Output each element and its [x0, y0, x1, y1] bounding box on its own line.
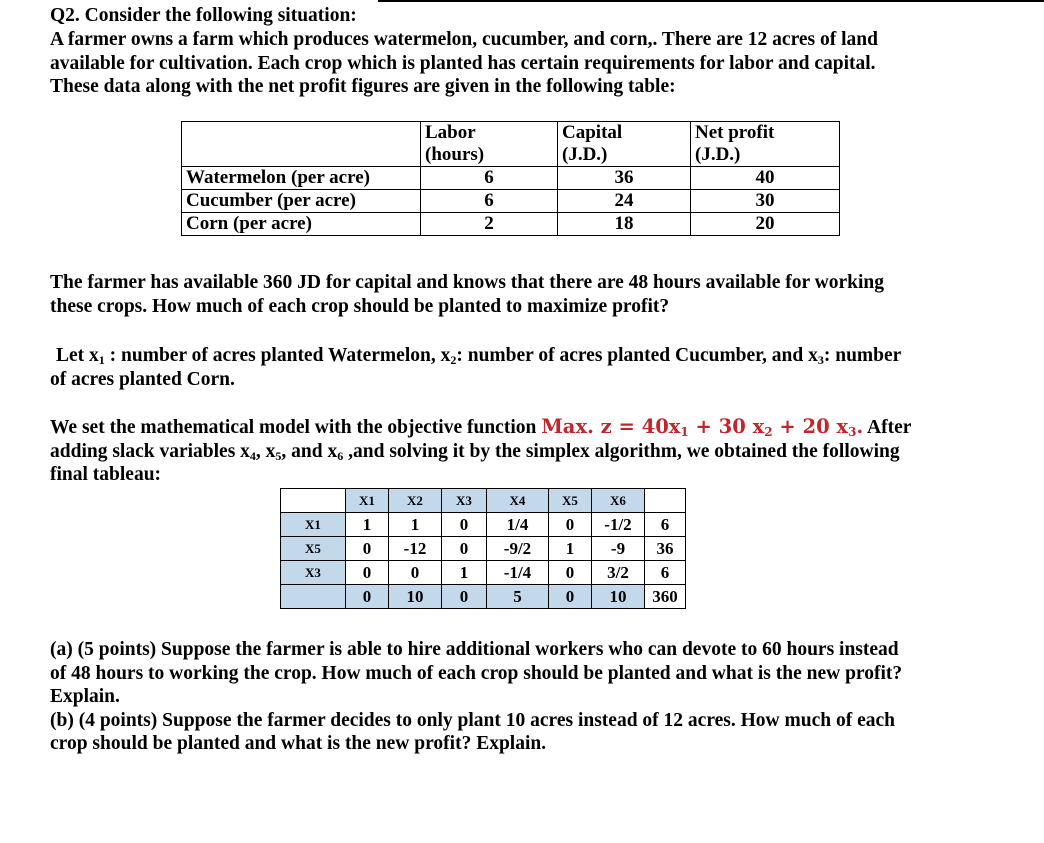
tableau-header-row	[281, 489, 686, 513]
objective-cell: 10	[389, 585, 442, 609]
tableau-col-header: X1	[346, 489, 389, 513]
table-header-row	[182, 122, 840, 167]
tableau-cell: 0	[442, 513, 487, 537]
tableau-row	[281, 513, 686, 537]
tableau-cell: 0	[549, 561, 592, 585]
tableau-cell: 1	[346, 513, 389, 537]
intro-line: A farmer owns a farm which produces watermelon, cucumber, and corn,. There are 12 acres of land	[50, 29, 878, 50]
part-b-line: crop should be planted and what is the new profit? Explain.	[50, 733, 547, 754]
variable-definition-cont: of acres planted Corn.	[50, 369, 235, 390]
tableau-cell: 0	[442, 537, 487, 561]
labor-value: 6	[421, 190, 558, 213]
tableau-cell: 1	[549, 537, 592, 561]
questions-paragraph	[50, 638, 902, 756]
tableau-cell: -9	[592, 537, 645, 561]
profit-value: 40	[691, 167, 840, 190]
tableau-cell: -1/2	[592, 513, 645, 537]
tableau-rhs: 36	[645, 537, 686, 561]
tableau-cell: 1	[389, 513, 442, 537]
profit-value: 30	[691, 190, 840, 213]
tableau-rhs: 6	[645, 513, 686, 537]
basis-label: X1	[281, 513, 346, 537]
part-a-line: (a) (5 points) Suppose the farmer is able to hire additional workers who can devote to 60 hours instead	[50, 639, 899, 660]
crop-name: Watermelon (per acre)	[182, 167, 421, 190]
objective-cell: 0	[346, 585, 389, 609]
tableau-objective-row	[281, 585, 686, 609]
top-rule	[378, 0, 1044, 2]
tableau-cell: 0	[389, 561, 442, 585]
objective-value: 360	[645, 585, 686, 609]
objective-label	[281, 585, 346, 609]
part-a-line: Explain.	[50, 686, 120, 707]
objective-cell: 5	[487, 585, 549, 609]
capital-value: 24	[558, 190, 691, 213]
objective-cell: 0	[549, 585, 592, 609]
tableau-rhs: 6	[645, 561, 686, 585]
tableau-rhs-header	[645, 489, 686, 513]
variable-definition: Let $x_1$ : number of acres planted Watermelon, $x_2$: number of acres planted Cucumber, and $x_3$: number	[56, 345, 902, 367]
capital-value: 36	[558, 167, 691, 190]
model-paragraph: We set the mathematical model with the objective function Max. $z = 40x_1 + 30$ $x_2 + 20$ $x_3$. After adding slack variables $x_4$, $x_5$, and $x_6$ ,and solving it by the simplex algorithm, we obtained the following final tableau:	[50, 415, 912, 485]
objective-cell: 10	[592, 585, 645, 609]
situation-paragraph: The farmer has available 360 JD for capital and knows that there are 48 hours available for working these crops. How much of each crop should be planted to maximize profit?	[50, 272, 884, 317]
tableau-col-header: X3	[442, 489, 487, 513]
tableau-cell: 0	[346, 561, 389, 585]
labor-value: 6	[421, 167, 558, 190]
header-empty	[182, 122, 421, 167]
objective-function: Max. $z = 40x_1 + 30$ $x_2 + 20$ $x_3$.	[541, 415, 864, 439]
intro-line: available for cultivation. Each crop which is planted has certain requirements for labor and capital.	[50, 52, 876, 74]
basis-label: X3	[281, 561, 346, 585]
objective-cell: 0	[442, 585, 487, 609]
tableau-cell: 1	[442, 561, 487, 585]
crop-requirements-table	[181, 121, 840, 236]
table-row	[182, 167, 840, 190]
profit-value: 20	[691, 213, 840, 236]
table-row	[182, 213, 840, 236]
tableau-cell: 0	[346, 537, 389, 561]
tableau-col-header: X6	[592, 489, 645, 513]
tableau-row	[281, 537, 686, 561]
tableau-col-header: X2	[389, 489, 442, 513]
labor-value: 2	[421, 213, 558, 236]
tableau-cell: -1/4	[487, 561, 549, 585]
basis-label: X5	[281, 537, 346, 561]
tableau-cell: 1/4	[487, 513, 549, 537]
tableau-cell: 0	[549, 513, 592, 537]
capital-value: 18	[558, 213, 691, 236]
intro-paragraph	[50, 28, 878, 99]
crop-name: Corn (per acre)	[182, 213, 421, 236]
tableau-cell: -9/2	[487, 537, 549, 561]
tableau-cell: -12	[389, 537, 442, 561]
tableau-col-header: X5	[549, 489, 592, 513]
part-a-line: of 48 hours to working the crop. How much of each crop should be planted and what is the new profit?	[50, 662, 903, 684]
tableau-cell: 3/2	[592, 561, 645, 585]
tableau-row	[281, 561, 686, 585]
question-header: Q2. Consider the following situation:	[50, 5, 357, 26]
tableau-col-header: X4	[487, 489, 549, 513]
header-net-profit: Net profit (J.D.)	[691, 122, 840, 167]
header-labor: Labor (hours)	[421, 122, 558, 167]
table-row	[182, 190, 840, 213]
simplex-final-tableau	[280, 488, 686, 609]
header-capital: Capital (J.D.)	[558, 122, 691, 167]
crop-name: Cucumber (per acre)	[182, 190, 421, 213]
tableau-corner	[281, 489, 346, 513]
part-b-line: (b) (4 points) Suppose the farmer decides to only plant 10 acres instead of 12 acres. How much of each	[50, 709, 895, 731]
intro-line: These data along with the net profit figures are given in the following table:	[50, 76, 676, 97]
